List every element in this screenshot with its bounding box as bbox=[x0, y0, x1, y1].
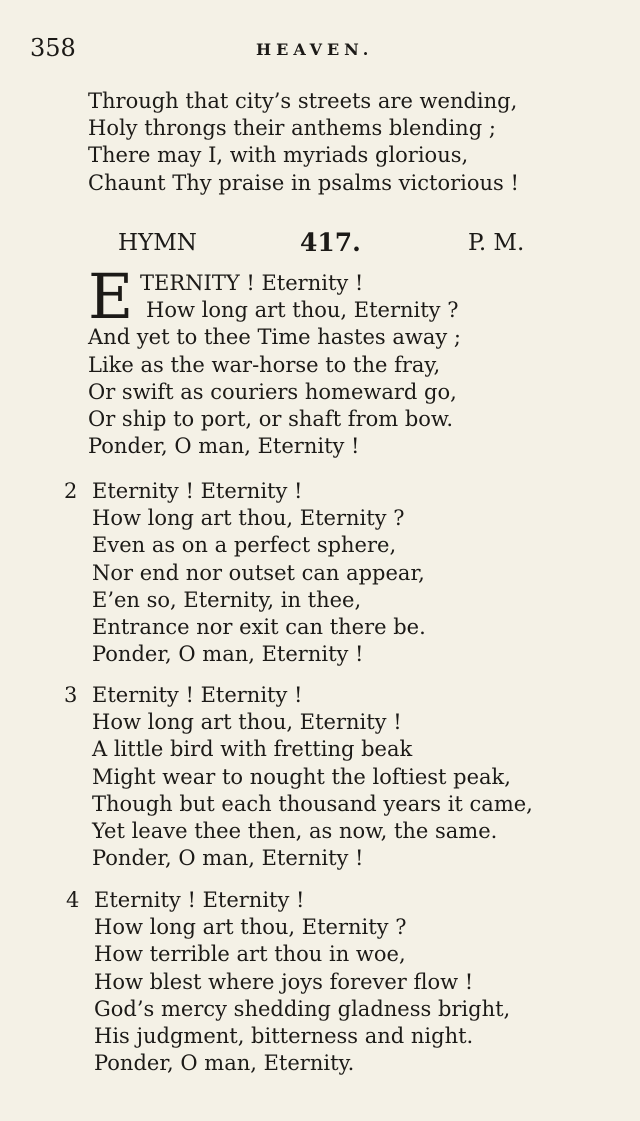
verse-line: His judgment, bitterness and night. bbox=[94, 1024, 474, 1049]
stanza-number: 3 bbox=[64, 683, 78, 707]
verse-line: Yet leave thee then, as now, the same. bbox=[92, 819, 498, 844]
verse-line: How long art thou, Eternity ! bbox=[92, 710, 402, 735]
verse-line: How long art thou, Eternity ? bbox=[94, 915, 407, 940]
stanza-number: 4 bbox=[66, 888, 80, 912]
verse-line: There may I, with myriads glorious, bbox=[88, 143, 469, 168]
verse-line: How terrible art thou in woe, bbox=[94, 942, 406, 967]
verse-line: A little bird with fretting beak bbox=[92, 737, 413, 762]
hymn-heading bbox=[118, 230, 538, 262]
verse-line: Chaunt Thy praise in psalms victorious ! bbox=[88, 170, 519, 195]
verse-line: Nor end nor outset can appear, bbox=[92, 560, 425, 585]
verse-line: Holy throngs their anthems blending ; bbox=[88, 116, 496, 141]
page-header bbox=[30, 30, 610, 64]
verse-line: And yet to thee Time hastes away ; bbox=[88, 325, 461, 350]
verse-line: Entrance nor exit can there be. bbox=[92, 615, 426, 640]
verse-line: Eternity ! Eternity ! bbox=[94, 888, 305, 912]
stanza-1 bbox=[88, 260, 461, 460]
stanza-2 bbox=[64, 478, 426, 668]
hymn-number: 417. bbox=[300, 228, 361, 257]
verse-line: E’en so, Eternity, in thee, bbox=[92, 587, 362, 612]
verse-line: Might wear to nought the loftiest peak, bbox=[92, 764, 511, 789]
verse-line: How long art thou, Eternity ? bbox=[92, 506, 405, 531]
verse-line: How long art thou, Eternity ? bbox=[146, 298, 459, 323]
verse-line: Like as the war-horse to the fray, bbox=[88, 352, 441, 377]
drop-cap: E bbox=[88, 260, 134, 333]
verse-line: Though but each thousand years it came, bbox=[92, 791, 533, 816]
hymn-meter: P. M. bbox=[468, 230, 525, 256]
verse-line: Or ship to port, or shaft from bow. bbox=[88, 407, 454, 432]
stanza-3 bbox=[64, 682, 533, 872]
verse-line: God’s mercy shedding gladness bright, bbox=[94, 996, 511, 1021]
verse-line: Ponder, O man, Eternity. bbox=[94, 1051, 355, 1076]
stanza-number: 2 bbox=[64, 479, 78, 503]
verse-line: Eternity ! Eternity ! bbox=[92, 683, 303, 707]
verse-line: Ponder, O man, Eternity ! bbox=[88, 434, 360, 459]
verse-line: Ponder, O man, Eternity ! bbox=[92, 846, 364, 871]
verse-line: Even as on a perfect sphere, bbox=[92, 533, 397, 558]
previous-hymn-ending bbox=[88, 88, 519, 197]
verse-line: How blest where joys forever flow ! bbox=[94, 969, 474, 994]
verse-line: TERNITY ! Eternity ! bbox=[140, 271, 364, 295]
stanza-4 bbox=[66, 887, 511, 1077]
verse-line: Ponder, O man, Eternity ! bbox=[92, 642, 364, 667]
running-head: HEAVEN. bbox=[256, 40, 374, 59]
verse-line: Eternity ! Eternity ! bbox=[92, 479, 303, 503]
verse-line: Or swift as couriers homeward go, bbox=[88, 379, 457, 404]
hymn-label: HYMN bbox=[118, 230, 197, 256]
verse-line: Through that city’s streets are wending, bbox=[88, 89, 518, 113]
page-number: 358 bbox=[30, 34, 76, 62]
